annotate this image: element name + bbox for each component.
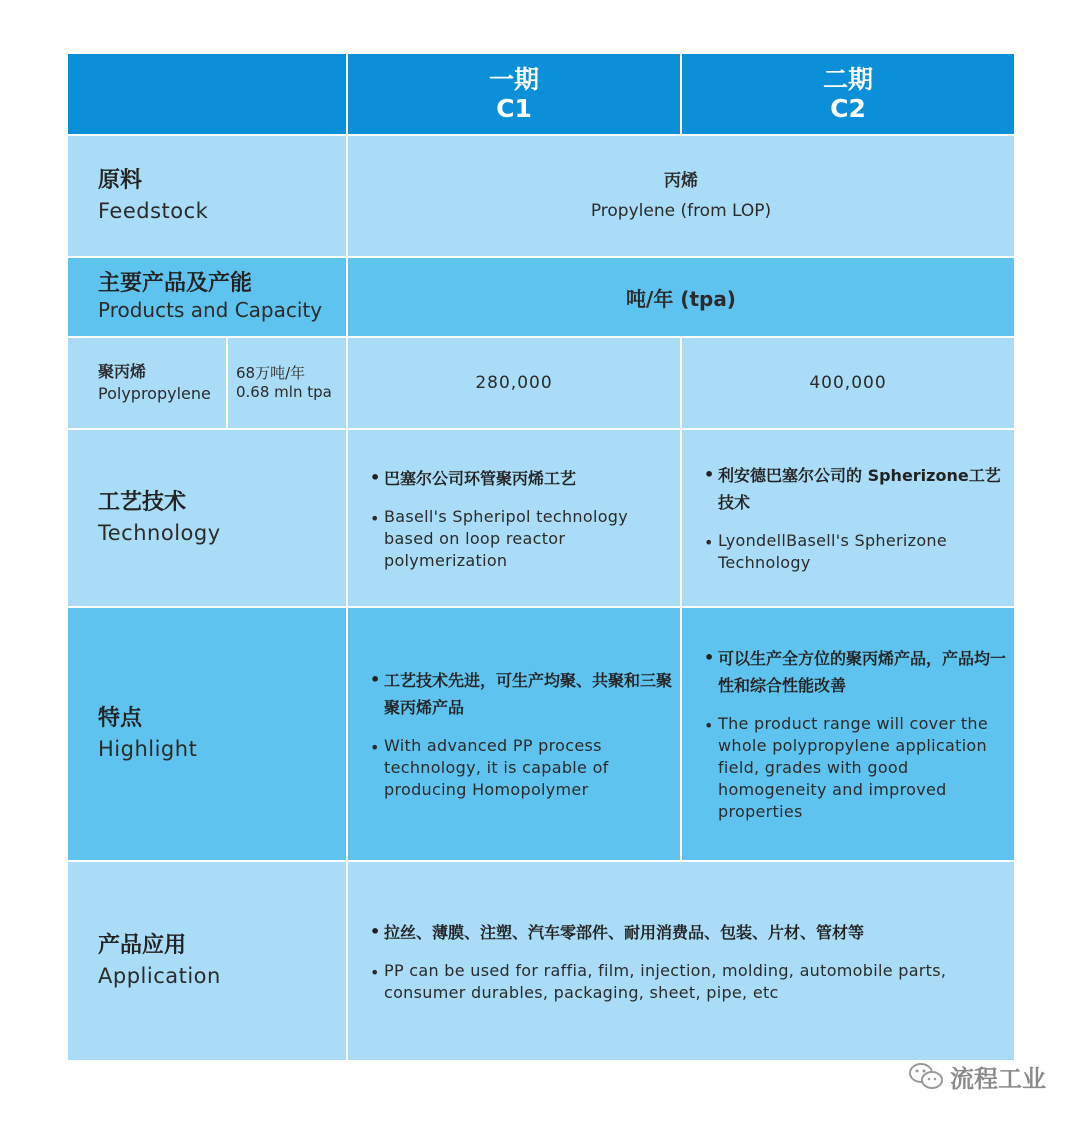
products-row: [67, 257, 1015, 337]
feedstock-row: [67, 135, 1015, 257]
pp-c1-cell: [347, 337, 681, 429]
feedstock-value-zh: 丙烯: [664, 171, 698, 191]
header-blank-cell: [67, 53, 347, 135]
highlight-c1-cell: [347, 607, 681, 861]
pp-total-zh: 68万吨/年: [236, 364, 306, 382]
highlight-c2-en: • The product range will cover the whole polypropylene application field, grades with good homogeneity and improved properties: [704, 713, 1014, 823]
products-unit: 吨/年 (tpa): [626, 286, 736, 311]
header-c2-zh: 二期: [822, 65, 873, 94]
pp-total-cell: [227, 337, 347, 429]
products-label: [67, 257, 347, 337]
header-row: [67, 53, 1015, 135]
feedstock-label-zh: 原料: [98, 168, 143, 193]
pp-c2-cell: [681, 337, 1015, 429]
feedstock-value-en: Propylene (from LOP): [590, 201, 772, 221]
technology-c2-cell: [681, 429, 1015, 607]
highlight-label-en: Highlight: [98, 737, 198, 761]
header-c2-en: C2: [830, 94, 866, 123]
technology-label-zh: 工艺技术: [98, 490, 187, 515]
technology-label: [67, 429, 347, 607]
pp-c2-value: 400,000: [809, 373, 887, 393]
feedstock-label: [67, 135, 347, 257]
pp-name-en: Polypropylene: [98, 384, 211, 403]
pp-c1-value: 280,000: [475, 373, 553, 393]
highlight-c2-cell: [681, 607, 1015, 861]
technology-c1-en: • Basell's Spheripol technology based on loop reactor polymerization: [370, 506, 680, 572]
products-label-en: Products and Capacity: [98, 298, 323, 322]
technology-row: [67, 429, 1015, 607]
products-label-zh: 主要产品及产能: [98, 271, 253, 296]
highlight-label: [67, 607, 347, 861]
header-c1-en: C1: [496, 94, 532, 123]
header-c1-zh: 一期: [488, 65, 539, 94]
watermark-text: 流程工业: [950, 1064, 1046, 1093]
highlight-c1-zh: • 工艺技术先进，可生产均聚、共聚和三聚聚丙烯产品: [370, 667, 680, 721]
application-cell: [347, 861, 1015, 1061]
application-row: [67, 861, 1015, 1061]
highlight-row: [67, 607, 1015, 861]
pp-name-zh: 聚丙烯: [98, 362, 147, 381]
application-label-zh: 产品应用: [98, 933, 187, 958]
feedstock-value: [347, 135, 1015, 257]
technology-c2-zh: • 利安德巴塞尔公司的 Spherizone工艺技术: [704, 462, 1014, 516]
technology-c1-zh: • 巴塞尔公司环管聚丙烯工艺: [370, 465, 680, 492]
technology-c1-cell: [347, 429, 681, 607]
wechat-icon: [908, 1061, 944, 1091]
highlight-c1-en: • With advanced PP process technology, it is capable of producing Homopolymer: [370, 735, 680, 801]
application-label: [67, 861, 347, 1061]
spec-table: [66, 52, 1016, 1062]
technology-label-en: Technology: [98, 521, 221, 545]
application-en: • PP can be used for raffia, film, injection, molding, automobile parts, consumer durables, packaging, sheet, pipe, etc: [370, 960, 1014, 1004]
highlight-label-zh: 特点: [98, 706, 143, 731]
pp-name-cell: [67, 337, 227, 429]
products-unit-cell: [347, 257, 1015, 337]
technology-c2-en: • LyondellBasell's Spherizone Technology: [704, 530, 1014, 574]
pp-total-en: 0.68 mln tpa: [236, 383, 332, 401]
header-c1: [347, 53, 681, 135]
feedstock-label-en: Feedstock: [98, 199, 209, 223]
application-zh: • 拉丝、薄膜、注塑、汽车零部件、耐用消费品、包装、片材、管材等: [370, 919, 1014, 946]
highlight-c2-zh: • 可以生产全方位的聚丙烯产品，产品均一性和综合性能改善: [704, 645, 1014, 699]
application-label-en: Application: [98, 964, 221, 988]
header-c2: [681, 53, 1015, 135]
polypropylene-row: [67, 337, 1015, 429]
watermark: [908, 1058, 1046, 1094]
